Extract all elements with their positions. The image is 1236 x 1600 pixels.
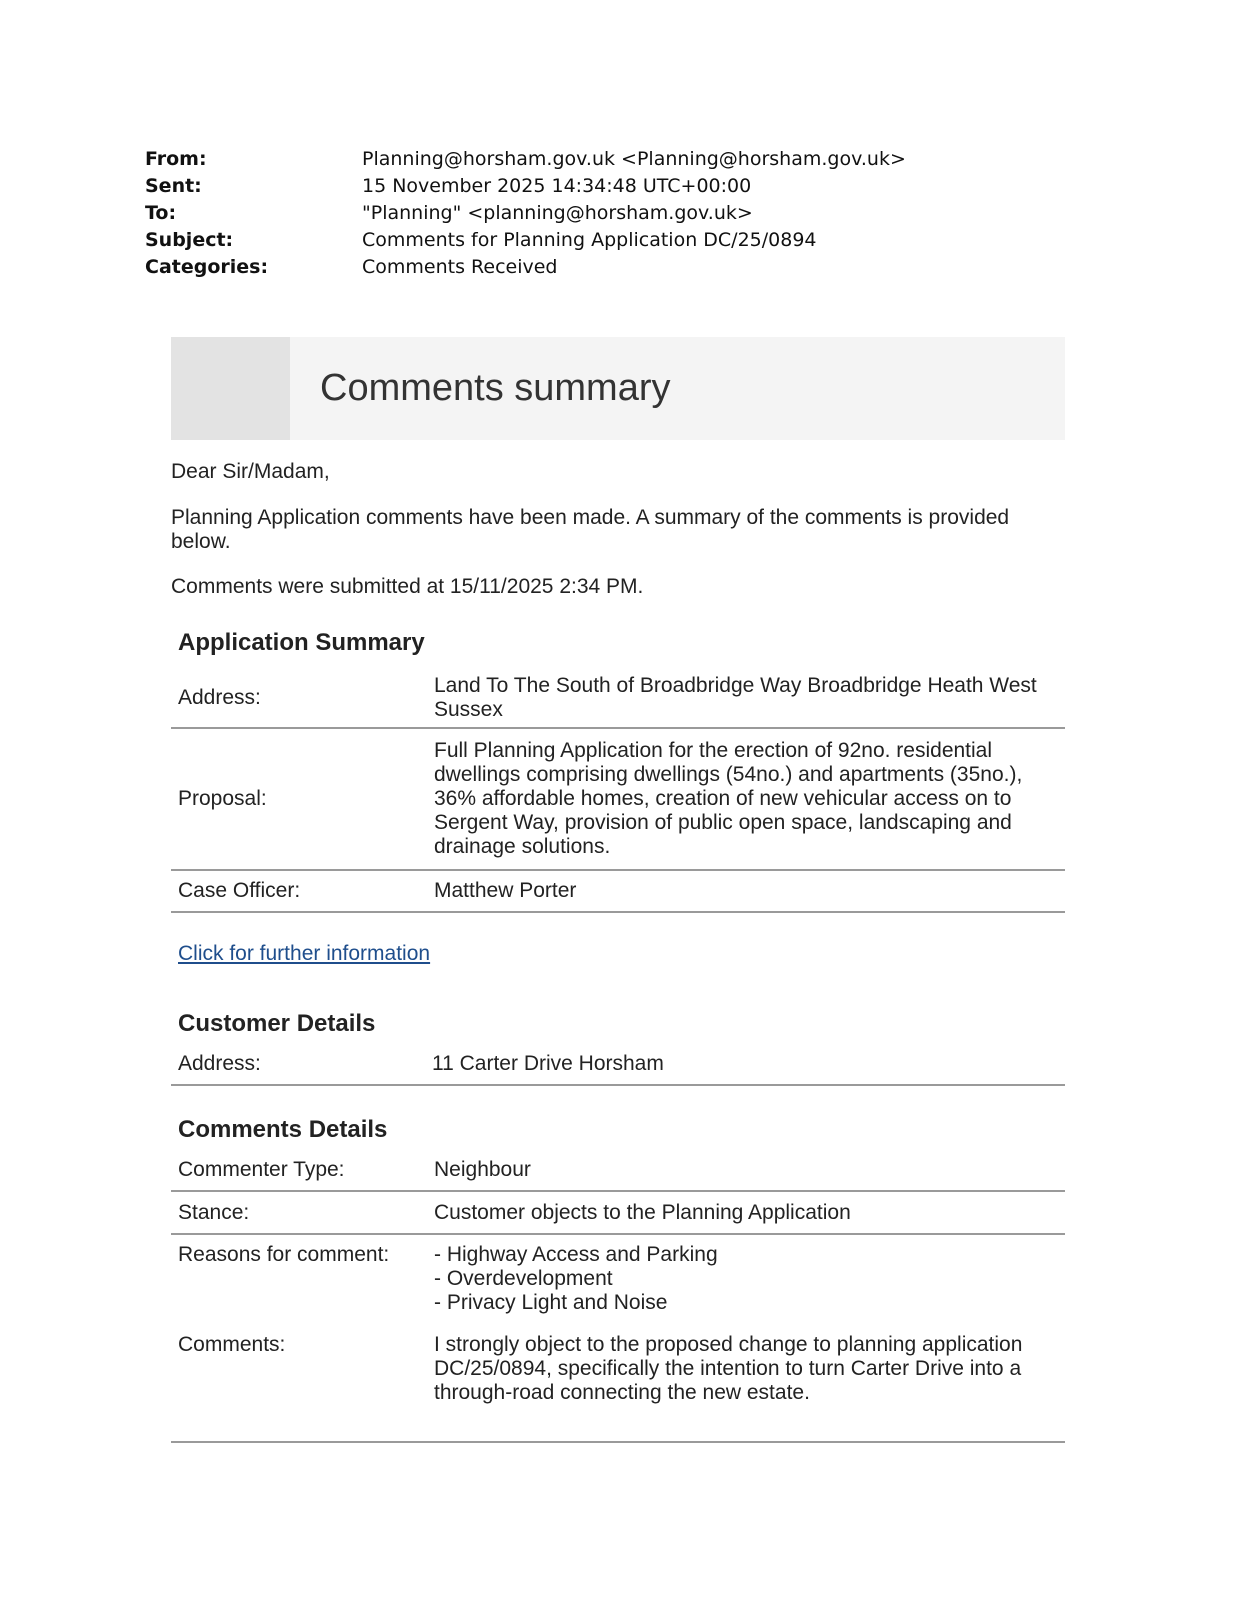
reason-item: - Privacy Light and Noise (434, 1291, 668, 1314)
case-officer-label: Case Officer: (171, 870, 434, 912)
further-info-row (171, 942, 1065, 966)
email-body (171, 337, 1065, 1443)
subject-label: Subject: (145, 228, 234, 251)
comments-summary-banner (171, 337, 1065, 440)
comments-details-table (171, 1150, 1065, 1443)
table-row (171, 669, 1065, 728)
address-label: Address: (171, 669, 434, 728)
header-subject-row (145, 226, 906, 253)
greeting: Dear Sir/Madam, (171, 460, 330, 483)
table-row (171, 1191, 1065, 1234)
customer-address-value: 11 Carter Drive Horsham (432, 1044, 1065, 1085)
sent-label: Sent: (145, 175, 202, 198)
reasons-label: Reasons for comment: (178, 1243, 390, 1266)
table-row (171, 870, 1065, 912)
customer-details-title: Customer Details (178, 1010, 376, 1037)
proposal-label: Proposal: (171, 728, 434, 870)
sent-value: 15 November 2025 14:34:48 UTC+00:00 (362, 175, 752, 198)
case-officer-value: Matthew Porter (434, 870, 1065, 912)
reasons-list (434, 1234, 1065, 1323)
table-row (171, 728, 1065, 870)
customer-address-label: Address: (171, 1044, 432, 1085)
header-to-row (145, 200, 906, 227)
comments-value: I strongly object to the proposed change to planning application DC/25/0894, specifically the intention to turn Carter Drive into a through-road connecting the new estate. (434, 1323, 1065, 1442)
commenter-type-label: Commenter Type: (171, 1150, 434, 1191)
commenter-type-value: Neighbour (434, 1150, 1065, 1191)
intro-message: Planning Application comments have been made. A summary of the comments is provided below. (171, 506, 1010, 553)
banner-side-block (171, 337, 290, 440)
header-sent-row (145, 173, 906, 200)
from-label: From: (145, 148, 207, 171)
table-row (171, 1234, 1065, 1323)
header-from-row (145, 146, 906, 173)
address-value: Land To The South of Broadbridge Way Broadbridge Heath West Sussex (434, 669, 1065, 728)
comments-details-title: Comments Details (178, 1116, 388, 1143)
to-label: To: (145, 201, 177, 224)
reason-item: - Highway Access and Parking (434, 1243, 718, 1266)
categories-label: Categories: (145, 255, 269, 278)
customer-details-table (171, 1044, 1065, 1086)
application-summary-title: Application Summary (178, 629, 425, 656)
from-value: Planning@horsham.gov.uk <Planning@horsham.gov.uk> (362, 148, 906, 171)
table-row (171, 1044, 1065, 1085)
submitted-time: Comments were submitted at 15/11/2025 2:34 PM. (171, 575, 644, 598)
stance-value: Customer objects to the Planning Application (434, 1191, 1065, 1234)
categories-value: Comments Received (362, 255, 558, 278)
table-row (171, 1150, 1065, 1191)
to-value: "Planning" <planning@horsham.gov.uk> (362, 201, 753, 224)
banner-title: Comments summary (320, 367, 671, 409)
header-categories-row (145, 253, 906, 280)
application-summary-table (171, 669, 1065, 913)
table-row (171, 1323, 1065, 1442)
comments-label: Comments: (171, 1323, 434, 1442)
stance-label: Stance: (171, 1191, 434, 1234)
email-header (145, 146, 906, 280)
reason-item: - Overdevelopment (434, 1267, 613, 1290)
proposal-value: Full Planning Application for the erection of 92no. residential dwellings comprising dwellings (54no.) and apartments (35no.), 36% affordable homes, creation of new vehicular access on to Sergent Way, provision of public open space, landscaping and drainage solutions. (434, 728, 1065, 870)
further-information-link[interactable]: Click for further information (178, 942, 431, 965)
subject-value: Comments for Planning Application DC/25/0894 (362, 228, 817, 251)
